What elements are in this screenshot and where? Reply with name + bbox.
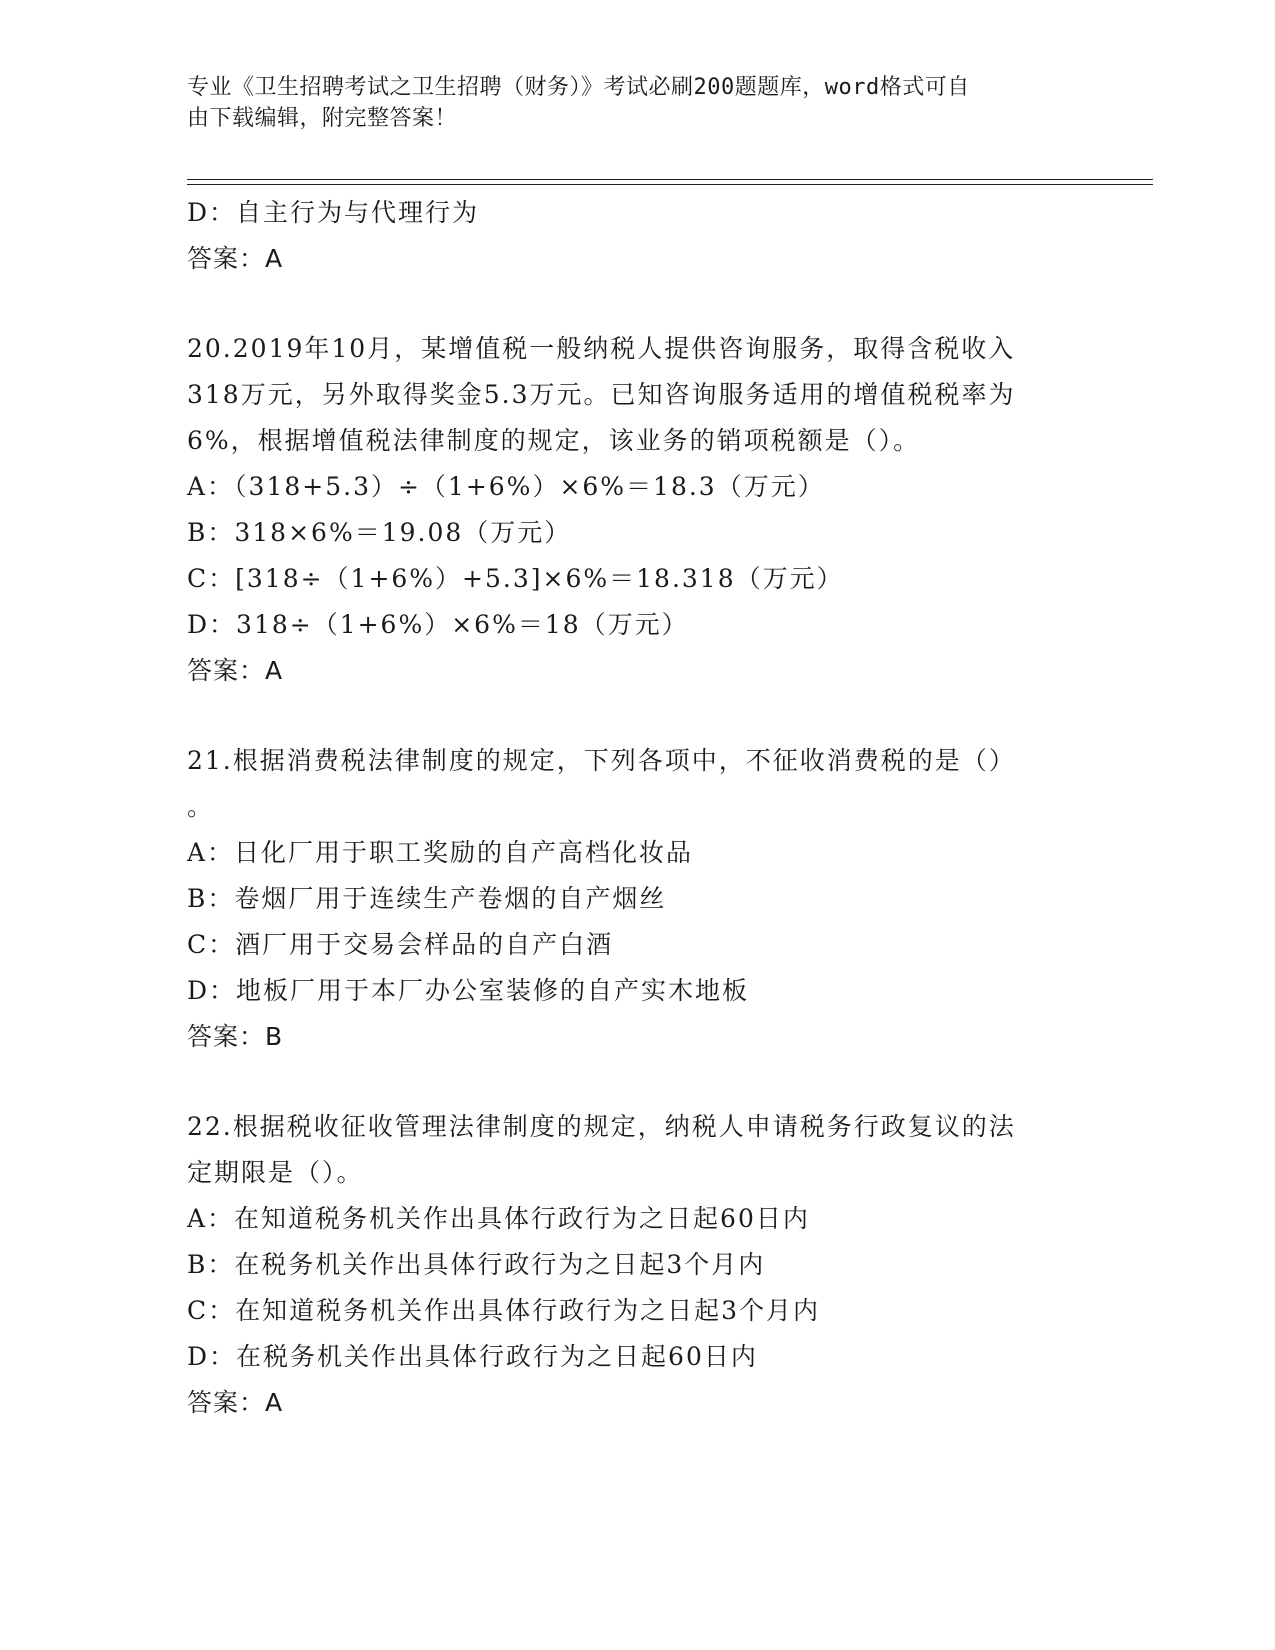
- header-divider-top: [187, 179, 1153, 180]
- question-stem-line: 20.2019年10月，某增值税一般纳税人提供咨询服务，取得含税收入: [187, 334, 1016, 363]
- question-stem-line: 6%，根据增值税法律制度的规定，该业务的销项税额是（）。: [187, 426, 921, 455]
- option-b: B：318×6%＝19.08（万元）: [187, 518, 572, 547]
- question-stem-line: 21.根据消费税法律制度的规定，下列各项中，不征收消费税的是（）: [187, 746, 1016, 775]
- option-d: D：318÷（1+6%）×6%＝18（万元）: [187, 610, 689, 639]
- option-d: D：地板厂用于本厂办公室装修的自产实木地板: [187, 976, 750, 1005]
- option-c: C：酒厂用于交易会样品的自产白酒: [187, 930, 614, 959]
- question-stem-line: 定期限是（）。: [187, 1158, 364, 1187]
- header-divider-bottom: [187, 184, 1153, 185]
- question-20: [187, 326, 1087, 694]
- answer-line: 答案：A: [187, 244, 284, 273]
- option-d: D：在税务机关作出具体行政行为之日起60日内: [187, 1342, 758, 1371]
- question-stem-line: 。: [187, 792, 215, 821]
- question-stem-line: 318万元，另外取得奖金5.3万元。已知咨询服务适用的增值税税率为: [187, 380, 1016, 409]
- header-line-2: 由下载编辑，附完整答案！: [187, 106, 458, 131]
- spacer: [187, 694, 1087, 738]
- option-a: A：（318+5.3）÷（1+6%）×6%＝18.3（万元）: [187, 472, 825, 501]
- question-21: [187, 738, 1087, 1060]
- questions-content: [187, 190, 1087, 1426]
- option-c: C：在知道税务机关作出具体行政行为之日起3个月内: [187, 1296, 821, 1325]
- option-d: D：自主行为与代理行为: [187, 198, 480, 227]
- option-b: B：卷烟厂用于连续生产卷烟的自产烟丝: [187, 884, 667, 913]
- option-a: A：在知道税务机关作出具体行政行为之日起60日内: [187, 1204, 810, 1233]
- question-stem-line: 22.根据税收征收管理法律制度的规定，纳税人申请税务行政复议的法: [187, 1112, 1016, 1141]
- answer-line: 答案：B: [187, 1022, 284, 1051]
- answer-line: 答案：A: [187, 656, 284, 685]
- option-c: C：[318÷（1+6%）+5.3]×6%＝18.318（万元）: [187, 564, 844, 593]
- spacer: [187, 1060, 1087, 1104]
- option-a: A：日化厂用于职工奖励的自产高档化妆品: [187, 838, 694, 867]
- document-header: [187, 72, 1067, 134]
- answer-line: 答案：A: [187, 1388, 284, 1417]
- option-b: B：在税务机关作出具体行政行为之日起3个月内: [187, 1250, 766, 1279]
- question-22: [187, 1104, 1087, 1426]
- previous-question-tail: [187, 190, 1087, 282]
- header-line-1: 专业《卫生招聘考试之卫生招聘（财务）》考试必刷200题题库，word格式可自: [187, 75, 970, 100]
- spacer: [187, 282, 1087, 326]
